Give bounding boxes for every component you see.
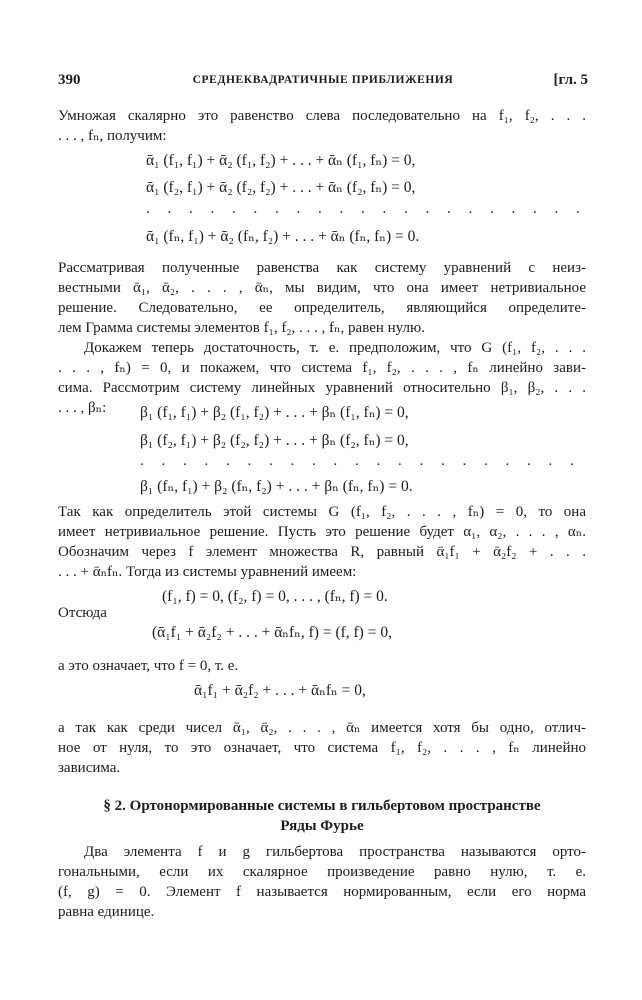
text-line: Докажем теперь достаточность, т. е. предположим, что G (f₁, f₂, . . . bbox=[84, 340, 586, 356]
chapter-label: [гл. 5 bbox=[553, 72, 588, 88]
text-line: гональными, если их скалярное произведение равно нулю, т. е. bbox=[58, 864, 586, 880]
text-line: имеет нетривиальное решение. Пусть это решение будет α₁, α₂, . . . , αₙ. bbox=[58, 524, 586, 540]
text-line: ное от нуля, то это означает, что система f₁, f₂, . . . , fₙ линейно bbox=[58, 740, 586, 756]
equation-line: ᾱ₁ (fₙ, f₁) + ᾱ₂ (fₙ, f₂) + . . . + ᾱₙ (fₙ, fₙ) = 0. bbox=[146, 228, 420, 245]
equation-line: β₁ (f₂, f₁) + β₂ (f₂, f₂) + . . . + βₙ (f₂, fₙ) = 0, bbox=[140, 432, 409, 449]
text-line: Отсюда bbox=[58, 605, 107, 621]
text-line: Рассматривая полученные равенства как систему уравнений с неиз- bbox=[58, 260, 586, 276]
text-line: Обозначим через f элемент множества R, равный ᾱ₁f₁ + ᾱ₂f₂ + . . . bbox=[58, 544, 586, 560]
text-line: а это означает, что f = 0, т. е. bbox=[58, 658, 239, 674]
text-line: . . . , fₙ, получим: bbox=[58, 128, 167, 144]
equation-line: (f₁, f) = 0, (f₂, f) = 0, . . . , (fₙ, f) = 0. bbox=[162, 588, 388, 605]
running-header bbox=[58, 72, 588, 94]
equation-line: β₁ (f₁, f₁) + β₂ (f₁, f₂) + . . . + βₙ (f₁, fₙ) = 0, bbox=[140, 404, 409, 421]
equation-line: β₁ (fₙ, f₁) + β₂ (fₙ, f₂) + . . . + βₙ (fₙ, fₙ) = 0. bbox=[140, 478, 413, 495]
text-line: Так как определитель этой системы G (f₁, f₂, . . . , fₙ) = 0, то она bbox=[58, 504, 586, 520]
text-line: (f, g) = 0. Элемент f называется нормированным, если его норма bbox=[58, 884, 586, 900]
text-line: а так как среди чисел ᾱ₁, ᾱ₂, . . . , ᾱₙ имеется хотя бы одно, отлич- bbox=[58, 720, 586, 736]
text-line: . . . + ᾱₙfₙ. Тогда из системы уравнений имеем: bbox=[58, 564, 357, 580]
text-line: Два элемента f и g гильбертова пространства называются орто- bbox=[84, 844, 586, 860]
text-line: Умножая скалярно это равенство слева последовательно на f₁, f₂, . . . bbox=[58, 108, 586, 124]
section-heading: § 2. Ортонормированные системы в гильбертовом пространстве bbox=[103, 798, 541, 814]
ellipsis-row: . . . . . . . . . . . . . . . . . . . . . bbox=[140, 453, 581, 469]
equation-line: ᾱ₁ (f₁, f₁) + ᾱ₂ (f₁, f₂) + . . . + ᾱₙ (f₁, fₙ) = 0, bbox=[146, 152, 416, 169]
text-line: . . . , βₙ: bbox=[58, 400, 107, 416]
text-line: лем Грамма системы элементов f₁, f₂, . . . , fₙ, равен нулю. bbox=[58, 320, 425, 336]
equation-line: ᾱ₁f₁ + ᾱ₂f₂ + . . . + ᾱₙfₙ = 0, bbox=[194, 682, 366, 699]
section-heading: Ряды Фурье bbox=[280, 818, 364, 834]
text-line: зависима. bbox=[58, 760, 121, 776]
text-line: вестными ᾱ₁, ᾱ₂, . . . , ᾱₙ, мы видим, что она имеет нетривиальное bbox=[58, 280, 586, 296]
text-line: сима. Рассмотрим систему линейных уравнений относительно β₁, β₂, . . . bbox=[58, 380, 586, 396]
equation-line: (ᾱ₁f₁ + ᾱ₂f₂ + . . . + ᾱₙfₙ, f) = (f, f) = 0, bbox=[152, 624, 392, 641]
text-line: равна единице. bbox=[58, 904, 155, 920]
ellipsis-row: . . . . . . . . . . . . . . . . . . . . . bbox=[146, 201, 587, 217]
running-title: СРЕДНЕКВАДРАТИЧНЫЕ ПРИБЛИЖЕНИЯ bbox=[192, 74, 454, 86]
text-line: . . . , fₙ) = 0, и покажем, что система f₁, f₂, . . . , fₙ линейно зави- bbox=[58, 360, 586, 376]
equation-line: ᾱ₁ (f₂, f₁) + ᾱ₂ (f₂, f₂) + . . . + ᾱₙ (f₂, fₙ) = 0, bbox=[146, 179, 416, 196]
text-line: решение. Следовательно, ее определитель, являющийся определите- bbox=[58, 300, 586, 316]
page-number: 390 bbox=[58, 72, 81, 88]
